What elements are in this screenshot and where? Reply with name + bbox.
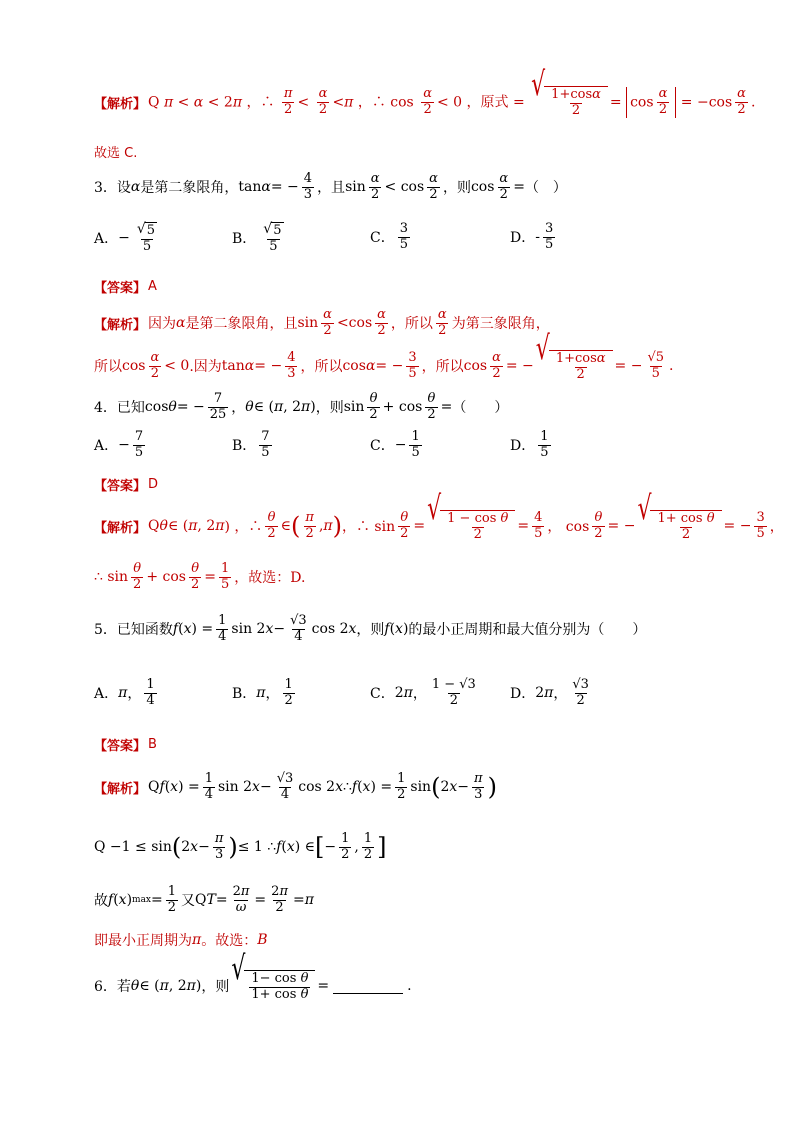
q4-option-b: B． $\frac{7}{5}$ [232, 429, 270, 460]
q4-option-a: A． − $\frac{7}{5}$ [94, 429, 144, 460]
q5-option-c: C． 2 π ， $\frac{1 - √3}{2}$ [370, 677, 476, 708]
q2-choose: 故选 C. [94, 146, 138, 161]
q5-conclusion: 即最小正周期为 π 。故选： B [94, 932, 268, 949]
q3-analysis-2: 所以 cos $\frac{\alpha}{2}$ < 0 .因为 tan α = − $\frac{4}{3}$ ，所以 cos α = − $\frac{3}{5}$ ，所以 cos $\frac{\alpha}{2}$ = − √ $\frac{1+\cos\alpha}{2}$ = − $\frac{√5}{5}$ . [94, 330, 674, 382]
q5-analysis-2: Q −1 ≤ sin ( 2 x − $\frac{\pi}{3}$ ) ≤ 1 ∴ f ( x ) ∈ [ − $\frac{1}{2}$ , $\frac{1}{2}$ ] [94, 831, 387, 862]
q3-option-b: B． √ 5 5 [232, 221, 282, 254]
q4-analysis-2: ∴ sin $\frac{\theta}{2}$ + cos $\frac{\theta}{2}$ = $\frac{1}{5}$ ，故选：D. [94, 561, 306, 592]
q5-option-b: B． π ， $\frac{1}{2}$ [232, 677, 293, 708]
q5-option-d: D． 2 π ， $\frac{√3}{2}$ [510, 677, 589, 708]
q5-analysis-1: 【解析】 Q f ( x ) = $\frac{1}{4}$ sin 2 x − $\frac{√3}{4}$ cos 2 x ∴ f ( x ) = $\frac{1}{2}$ sin ( 2 x − $\frac{\pi}{3}$ ) [94, 771, 497, 802]
q3-stem: 3．设 α 是第二象限角， tan α = − $\frac{4}{3}$ ，且 sin $\frac{\alpha}{2}$ < cos $\frac{\alpha}{2}$ ，则 cos $\frac{\alpha}{2}$ = （ ） [94, 171, 567, 202]
q2-analysis-line: 【解析】 Q π < α < 2π ，∴ $\frac{\pi}{2}$ < $\frac{\alpha}{2}$ <π ，∴ cos $\frac{\alpha}{2}$ < 0 ，原式 = √ $\frac{1+\cos\alpha}{2}$ = cos $\frac{\alpha}{2}$ = −cos $\frac{\alpha}{2}$ . [94, 66, 756, 118]
q5-analysis-3: 故 f ( x ) max = $\frac{1}{2}$ 又 Q T = $\frac{2\pi}{\omega}$ = $\frac{2\pi}{2}$ = π [94, 884, 314, 915]
q4-analysis-1: 【解析】 Q θ ∈ ( π , 2 π ) ，∴ $\frac{\theta}{2}$ ∈ ( $\frac{\pi}{2}$ , π ) ，∴ sin $\frac{\theta}{2}$ = √ $\frac{\text{1 − cos θ}}{2}$ = $\frac{4}{5}$ ， cos $\frac{\theta}{2}$ = − √ $\frac{\text{1+ cos θ}}{2}$ = − $\frac{3}{5}$ ， [94, 490, 784, 542]
q4-option-c: C． − $\frac{1}{5}$ [370, 429, 420, 460]
analysis-tag: 【解析】 [94, 96, 147, 112]
q3-option-a: A． − √ 5 5 [94, 221, 156, 254]
q5-answer: 【答案】 B [94, 737, 157, 754]
q4-answer: 【答案】 D [94, 477, 159, 494]
q3-answer: 【答案】 A [94, 279, 157, 296]
q5-option-a: A． π ， $\frac{1}{4}$ [94, 677, 155, 708]
q3-analysis-1: 【解析】 因为 α 是第二象限角，且 sin $\frac{\alpha}{2}$ <cos $\frac{\alpha}{2}$ ，所以 $\frac{\alpha}{2}$ 为第三象限角， [94, 307, 550, 338]
q6-stem: 6．若 θ ∈ ( π , 2 π ) ，则 √ $\frac{\text{1− cos θ}}{\text{1+ cos θ}}$ = . [94, 950, 412, 1002]
q3-option-d: D． - $\frac{3}{5}$ [510, 221, 554, 252]
q4-stem: 4．已知 cos θ = − $\frac{7}{25}$ ， θ ∈ ( π , 2 π ) ，则 sin $\frac{\theta}{2}$ + cos $\frac{\theta}{2}$ = （ ） [94, 391, 509, 422]
q4-option-d: D． $\frac{1}{5}$ [510, 429, 549, 460]
q5-stem: 5．已知函数 f ( x ) = $\frac{1}{4}$ sin 2 x − $\frac{√3}{4}$ cos 2 x ，则 f ( x ) 的最小正周期和最大值分别为（ ） [94, 613, 647, 644]
answer-blank [333, 979, 403, 994]
q3-option-c: C． $\frac{3}{5}$ [370, 221, 408, 252]
